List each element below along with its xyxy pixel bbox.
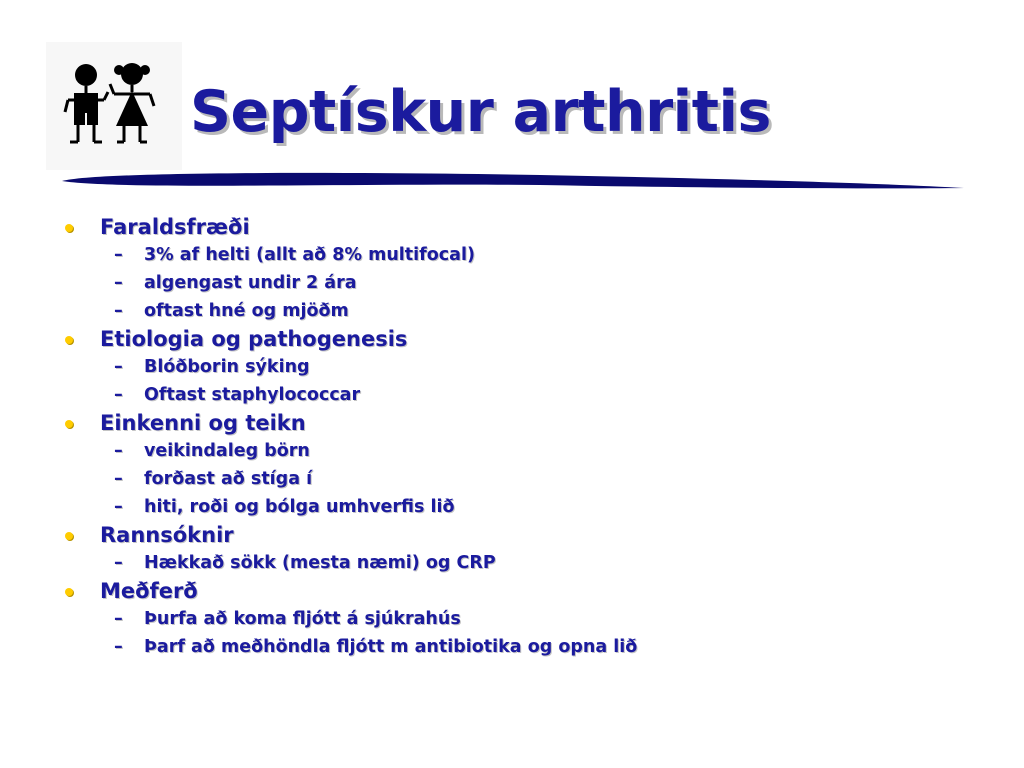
bullet-dot-icon xyxy=(65,532,73,540)
sub-bullet-label: 3% af helti (allt að 8% multifocal) xyxy=(144,245,475,265)
sub-bullet-item xyxy=(62,269,1002,297)
bullet-label: Faraldsfræði xyxy=(100,215,250,239)
dash-icon: – xyxy=(114,553,123,573)
dash-icon: – xyxy=(114,497,123,517)
sub-bullet-item xyxy=(62,381,1002,409)
sub-bullet-item xyxy=(62,605,1002,633)
sub-bullet-item xyxy=(62,549,1002,577)
dash-icon: – xyxy=(114,469,123,489)
dash-icon: – xyxy=(114,273,123,293)
sub-bullet-label: Blóðborin sýking xyxy=(144,357,310,377)
sub-bullet-label: oftast hné og mjöðm xyxy=(144,301,349,321)
bullet-item xyxy=(62,325,1002,353)
bullet-item xyxy=(62,213,1002,241)
sub-bullet-item xyxy=(62,493,1002,521)
sub-bullet-item xyxy=(62,297,1002,325)
bullet-dot-icon xyxy=(65,588,73,596)
dash-icon: – xyxy=(114,637,123,657)
sub-bullet-item xyxy=(62,353,1002,381)
sub-bullet-label: algengast undir 2 ára xyxy=(144,273,357,293)
bullet-label: Meðferð xyxy=(100,579,198,603)
dash-icon: – xyxy=(114,245,123,265)
sub-bullet-item xyxy=(62,465,1002,493)
sub-bullet-item xyxy=(62,437,1002,465)
bullet-item xyxy=(62,521,1002,549)
slide-title: Septískur arthritis xyxy=(190,79,771,145)
sub-bullet-label: Oftast staphylococcar xyxy=(144,385,361,405)
bullet-item xyxy=(62,409,1002,437)
bullet-dot-icon xyxy=(65,224,73,232)
sub-bullet-label: Þurfa að koma fljótt á sjúkrahús xyxy=(144,609,461,629)
dash-icon: – xyxy=(114,301,123,321)
sub-bullet-label: Þarf að meðhöndla fljótt m antibiotika og opna lið xyxy=(144,637,638,657)
bullet-label: Etiologia og pathogenesis xyxy=(100,327,408,351)
bullet-label: Einkenni og teikn xyxy=(100,411,306,435)
sub-bullet-label: hiti, roði og bólga umhverfis lið xyxy=(144,497,455,517)
bullet-label: Rannsóknir xyxy=(100,523,234,547)
children-icon xyxy=(46,42,182,170)
sub-bullet-label: Hækkað sökk (mesta næmi) og CRP xyxy=(144,553,496,573)
bullet-item xyxy=(62,577,1002,605)
bullet-dot-icon xyxy=(65,420,73,428)
sub-bullet-label: veikindaleg börn xyxy=(144,441,310,461)
dash-icon: – xyxy=(114,357,123,377)
dash-icon: – xyxy=(114,609,123,629)
dash-icon: – xyxy=(114,441,123,461)
sub-bullet-item xyxy=(62,241,1002,269)
bullet-list xyxy=(62,213,1002,661)
children-drawing xyxy=(60,62,170,152)
sub-bullet-label: forðast að stíga í xyxy=(144,469,313,489)
sub-bullet-item xyxy=(62,633,1002,661)
bullet-dot-icon xyxy=(65,336,73,344)
title-divider xyxy=(60,170,966,194)
dash-icon: – xyxy=(114,385,123,405)
